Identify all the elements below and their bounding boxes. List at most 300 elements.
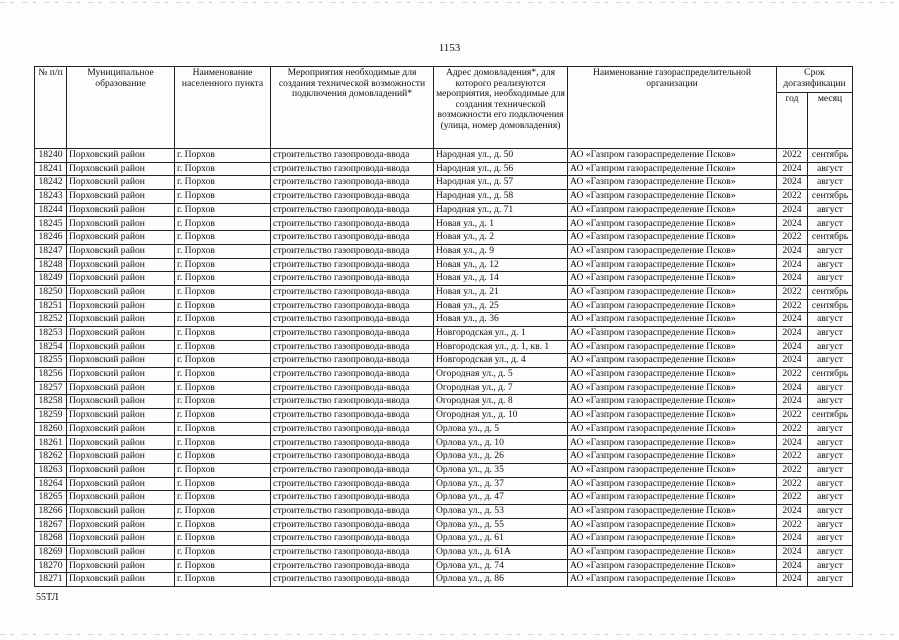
cell-measure: строительство газопровода-ввода <box>271 299 434 313</box>
cell-measure: строительство газопровода-ввода <box>271 217 434 231</box>
cell-measure: строительство газопровода-ввода <box>271 190 434 204</box>
page-number: 1153 <box>438 42 461 54</box>
table-row <box>35 368 853 382</box>
cell-organization: АО «Газпром газораспределение Псков» <box>568 545 777 559</box>
table-row <box>35 258 853 272</box>
cell-address: Новая ул., д. 21 <box>434 285 568 299</box>
cell-month: август <box>808 450 853 464</box>
cell-measure: строительство газопровода-ввода <box>271 409 434 423</box>
header-month: месяц <box>808 93 853 149</box>
cell-organization: АО «Газпром газораспределение Псков» <box>568 354 777 368</box>
cell-num: 18264 <box>35 477 67 491</box>
cell-organization: АО «Газпром газораспределение Псков» <box>568 395 777 409</box>
cell-municipality: Порховский район <box>67 340 175 354</box>
table-row <box>35 272 853 286</box>
cell-settlement: г. Порхов <box>175 217 271 231</box>
cell-settlement: г. Порхов <box>175 231 271 245</box>
cell-settlement: г. Порхов <box>175 450 271 464</box>
cell-organization: АО «Газпром газораспределение Псков» <box>568 326 777 340</box>
cell-year: 2024 <box>777 176 808 190</box>
table-row <box>35 354 853 368</box>
cell-address: Новгородская ул., д. 4 <box>434 354 568 368</box>
cell-address: Огородная ул., д. 5 <box>434 368 568 382</box>
table-row <box>35 176 853 190</box>
cell-organization: АО «Газпром газораспределение Псков» <box>568 381 777 395</box>
cell-measure: строительство газопровода-ввода <box>271 285 434 299</box>
cell-organization: АО «Газпром газораспределение Псков» <box>568 299 777 313</box>
cell-settlement: г. Порхов <box>175 381 271 395</box>
cell-municipality: Порховский район <box>67 313 175 327</box>
cell-organization: АО «Газпром газораспределение Псков» <box>568 532 777 546</box>
header-year: год <box>777 93 808 149</box>
cell-year: 2024 <box>777 504 808 518</box>
cell-year: 2024 <box>777 326 808 340</box>
table-row <box>35 436 853 450</box>
cell-num: 18271 <box>35 573 67 587</box>
table-row <box>35 313 853 327</box>
cell-month: сентябрь <box>808 368 853 382</box>
cell-measure: строительство газопровода-ввода <box>271 573 434 587</box>
cell-settlement: г. Порхов <box>175 326 271 340</box>
cell-settlement: г. Порхов <box>175 532 271 546</box>
cell-municipality: Порховский район <box>67 395 175 409</box>
cell-measure: строительство газопровода-ввода <box>271 272 434 286</box>
table-row <box>35 573 853 587</box>
cell-num: 18243 <box>35 190 67 204</box>
cell-municipality: Порховский район <box>67 217 175 231</box>
cell-month: сентябрь <box>808 149 853 163</box>
cell-month: август <box>808 491 853 505</box>
table-row <box>35 299 853 313</box>
cell-organization: АО «Газпром газораспределение Псков» <box>568 149 777 163</box>
cell-num: 18248 <box>35 258 67 272</box>
cell-address: Орлова ул., д. 74 <box>434 559 568 573</box>
cell-year: 2024 <box>777 436 808 450</box>
cell-settlement: г. Порхов <box>175 354 271 368</box>
table-row <box>35 422 853 436</box>
cell-municipality: Порховский район <box>67 518 175 532</box>
cell-organization: АО «Газпром газораспределение Псков» <box>568 368 777 382</box>
cell-municipality: Порховский район <box>67 244 175 258</box>
cell-municipality: Порховский район <box>67 545 175 559</box>
cell-year: 2022 <box>777 149 808 163</box>
cell-measure: строительство газопровода-ввода <box>271 532 434 546</box>
cell-municipality: Порховский район <box>67 162 175 176</box>
cell-organization: АО «Газпром газораспределение Псков» <box>568 231 777 245</box>
cell-month: август <box>808 176 853 190</box>
cell-num: 18242 <box>35 176 67 190</box>
cell-address: Орлова ул., д. 26 <box>434 450 568 464</box>
cell-settlement: г. Порхов <box>175 340 271 354</box>
cell-month: сентябрь <box>808 190 853 204</box>
table-row <box>35 244 853 258</box>
cell-address: Орлова ул., д. 10 <box>434 436 568 450</box>
cell-year: 2022 <box>777 422 808 436</box>
cell-year: 2022 <box>777 299 808 313</box>
cell-municipality: Порховский район <box>67 491 175 505</box>
cell-municipality: Порховский район <box>67 559 175 573</box>
cell-settlement: г. Порхов <box>175 368 271 382</box>
cell-organization: АО «Газпром газораспределение Псков» <box>568 340 777 354</box>
cell-settlement: г. Порхов <box>175 313 271 327</box>
table-row <box>35 340 853 354</box>
cell-organization: АО «Газпром газораспределение Псков» <box>568 409 777 423</box>
cell-organization: АО «Газпром газораспределение Псков» <box>568 258 777 272</box>
table-row <box>35 559 853 573</box>
cell-num: 18251 <box>35 299 67 313</box>
cell-measure: строительство газопровода-ввода <box>271 545 434 559</box>
cell-settlement: г. Порхов <box>175 285 271 299</box>
cell-organization: АО «Газпром газораспределение Псков» <box>568 272 777 286</box>
cell-municipality: Порховский район <box>67 368 175 382</box>
cell-organization: АО «Газпром газораспределение Псков» <box>568 450 777 464</box>
cell-settlement: г. Порхов <box>175 244 271 258</box>
table-row <box>35 504 853 518</box>
cell-year: 2022 <box>777 190 808 204</box>
cell-address: Народная ул., д. 57 <box>434 176 568 190</box>
cell-num: 18246 <box>35 231 67 245</box>
cell-num: 18259 <box>35 409 67 423</box>
cell-month: август <box>808 532 853 546</box>
table-row <box>35 217 853 231</box>
cell-organization: АО «Газпром газораспределение Псков» <box>568 477 777 491</box>
cell-address: Народная ул., д. 71 <box>434 203 568 217</box>
cell-settlement: г. Порхов <box>175 409 271 423</box>
cell-month: август <box>808 244 853 258</box>
cell-num: 18261 <box>35 436 67 450</box>
cell-address: Новая ул., д. 14 <box>434 272 568 286</box>
cell-year: 2022 <box>777 491 808 505</box>
cell-settlement: г. Порхов <box>175 258 271 272</box>
cell-settlement: г. Порхов <box>175 518 271 532</box>
cell-month: август <box>808 203 853 217</box>
cell-address: Новгородская ул., д. 1 <box>434 326 568 340</box>
cell-month: август <box>808 436 853 450</box>
header-address: Адрес домовладения*, для которого реализуются мероприятия, необходимые для создания технической возможности его подключения (улица, номер домовладения) <box>434 67 568 149</box>
cell-month: август <box>808 326 853 340</box>
cell-month: август <box>808 504 853 518</box>
table-row <box>35 450 853 464</box>
cell-num: 18268 <box>35 532 67 546</box>
cell-address: Народная ул., д. 56 <box>434 162 568 176</box>
cell-month: август <box>808 162 853 176</box>
table-row <box>35 491 853 505</box>
cell-organization: АО «Газпром газораспределение Псков» <box>568 190 777 204</box>
cell-organization: АО «Газпром газораспределение Псков» <box>568 504 777 518</box>
cell-year: 2024 <box>777 244 808 258</box>
cell-year: 2024 <box>777 313 808 327</box>
cell-month: август <box>808 573 853 587</box>
cell-municipality: Порховский район <box>67 504 175 518</box>
cell-year: 2022 <box>777 285 808 299</box>
cell-municipality: Порховский район <box>67 477 175 491</box>
cell-num: 18269 <box>35 545 67 559</box>
cell-measure: строительство газопровода-ввода <box>271 491 434 505</box>
cell-organization: АО «Газпром газораспределение Псков» <box>568 313 777 327</box>
cell-municipality: Порховский район <box>67 326 175 340</box>
cell-settlement: г. Порхов <box>175 477 271 491</box>
cell-settlement: г. Порхов <box>175 491 271 505</box>
cell-month: август <box>808 258 853 272</box>
cell-measure: строительство газопровода-ввода <box>271 149 434 163</box>
cell-year: 2024 <box>777 545 808 559</box>
cell-year: 2024 <box>777 217 808 231</box>
cell-year: 2024 <box>777 258 808 272</box>
cell-settlement: г. Порхов <box>175 203 271 217</box>
cell-num: 18270 <box>35 559 67 573</box>
header-num: № п/п <box>35 67 67 149</box>
cell-year: 2024 <box>777 162 808 176</box>
cell-month: август <box>808 477 853 491</box>
cell-address: Орлова ул., д. 5 <box>434 422 568 436</box>
table-row <box>35 203 853 217</box>
cell-settlement: г. Порхов <box>175 162 271 176</box>
cell-month: август <box>808 340 853 354</box>
cell-address: Огородная ул., д. 10 <box>434 409 568 423</box>
cell-measure: строительство газопровода-ввода <box>271 463 434 477</box>
cell-month: август <box>808 422 853 436</box>
header-organization: Наименование газораспределительной организации <box>568 67 777 149</box>
cell-settlement: г. Порхов <box>175 504 271 518</box>
cell-settlement: г. Порхов <box>175 463 271 477</box>
scan-artifact-bottom <box>0 634 899 635</box>
cell-municipality: Порховский район <box>67 203 175 217</box>
cell-municipality: Порховский район <box>67 573 175 587</box>
cell-address: Новая ул., д. 36 <box>434 313 568 327</box>
cell-year: 2024 <box>777 272 808 286</box>
header-row <box>35 67 853 93</box>
cell-organization: АО «Газпром газораспределение Псков» <box>568 491 777 505</box>
cell-settlement: г. Порхов <box>175 422 271 436</box>
cell-settlement: г. Порхов <box>175 559 271 573</box>
cell-num: 18249 <box>35 272 67 286</box>
cell-num: 18258 <box>35 395 67 409</box>
cell-measure: строительство газопровода-ввода <box>271 258 434 272</box>
cell-address: Орлова ул., д. 47 <box>434 491 568 505</box>
header-municipality: Муниципальное образование <box>67 67 175 149</box>
cell-organization: АО «Газпром газораспределение Псков» <box>568 559 777 573</box>
cell-address: Орлова ул., д. 35 <box>434 463 568 477</box>
cell-address: Народная ул., д. 50 <box>434 149 568 163</box>
cell-num: 18265 <box>35 491 67 505</box>
footer-code: 55ТЛ <box>36 592 59 603</box>
cell-measure: строительство газопровода-ввода <box>271 477 434 491</box>
cell-measure: строительство газопровода-ввода <box>271 395 434 409</box>
cell-year: 2022 <box>777 518 808 532</box>
table-row <box>35 285 853 299</box>
cell-month: август <box>808 395 853 409</box>
cell-measure: строительство газопровода-ввода <box>271 422 434 436</box>
table-row <box>35 545 853 559</box>
cell-address: Новая ул., д. 25 <box>434 299 568 313</box>
cell-address: Огородная ул., д. 8 <box>434 395 568 409</box>
cell-address: Народная ул., д. 58 <box>434 190 568 204</box>
cell-address: Новая ул., д. 1 <box>434 217 568 231</box>
cell-settlement: г. Порхов <box>175 299 271 313</box>
cell-municipality: Порховский район <box>67 463 175 477</box>
cell-year: 2024 <box>777 573 808 587</box>
cell-municipality: Порховский район <box>67 231 175 245</box>
cell-organization: АО «Газпром газораспределение Псков» <box>568 162 777 176</box>
cell-municipality: Порховский район <box>67 149 175 163</box>
cell-municipality: Порховский район <box>67 258 175 272</box>
cell-address: Орлова ул., д. 61А <box>434 545 568 559</box>
header-measures: Мероприятия необходимые для создания технической возможности подключения домовладений* <box>271 67 434 149</box>
cell-settlement: г. Порхов <box>175 395 271 409</box>
cell-municipality: Порховский район <box>67 354 175 368</box>
cell-year: 2022 <box>777 463 808 477</box>
cell-organization: АО «Газпром газораспределение Псков» <box>568 463 777 477</box>
cell-measure: строительство газопровода-ввода <box>271 244 434 258</box>
cell-year: 2022 <box>777 231 808 245</box>
cell-measure: строительство газопровода-ввода <box>271 436 434 450</box>
table-row <box>35 518 853 532</box>
cell-num: 18252 <box>35 313 67 327</box>
header-deadline: Срок догазификации <box>777 67 853 93</box>
cell-address: Орлова ул., д. 86 <box>434 573 568 587</box>
cell-month: сентябрь <box>808 299 853 313</box>
table-row <box>35 326 853 340</box>
table-row <box>35 231 853 245</box>
cell-measure: строительство газопровода-ввода <box>271 313 434 327</box>
cell-address: Новая ул., д. 12 <box>434 258 568 272</box>
cell-organization: АО «Газпром газораспределение Псков» <box>568 573 777 587</box>
cell-address: Орлова ул., д. 55 <box>434 518 568 532</box>
cell-num: 18254 <box>35 340 67 354</box>
cell-num: 18250 <box>35 285 67 299</box>
cell-measure: строительство газопровода-ввода <box>271 231 434 245</box>
cell-organization: АО «Газпром газораспределение Псков» <box>568 176 777 190</box>
cell-num: 18244 <box>35 203 67 217</box>
cell-month: сентябрь <box>808 285 853 299</box>
cell-address: Орлова ул., д. 53 <box>434 504 568 518</box>
scan-artifact-top <box>0 2 899 3</box>
cell-municipality: Порховский район <box>67 299 175 313</box>
cell-address: Новая ул., д. 9 <box>434 244 568 258</box>
cell-measure: строительство газопровода-ввода <box>271 559 434 573</box>
cell-organization: АО «Газпром газораспределение Псков» <box>568 285 777 299</box>
cell-num: 18245 <box>35 217 67 231</box>
cell-settlement: г. Порхов <box>175 149 271 163</box>
cell-measure: строительство газопровода-ввода <box>271 504 434 518</box>
cell-municipality: Порховский район <box>67 436 175 450</box>
cell-year: 2022 <box>777 409 808 423</box>
cell-municipality: Порховский район <box>67 409 175 423</box>
cell-municipality: Порховский район <box>67 272 175 286</box>
cell-measure: строительство газопровода-ввода <box>271 381 434 395</box>
cell-month: сентябрь <box>808 409 853 423</box>
cell-month: август <box>808 463 853 477</box>
cell-municipality: Порховский район <box>67 285 175 299</box>
table-row <box>35 477 853 491</box>
cell-municipality: Порховский район <box>67 532 175 546</box>
table-row <box>35 190 853 204</box>
cell-year: 2024 <box>777 559 808 573</box>
cell-num: 18263 <box>35 463 67 477</box>
cell-measure: строительство газопровода-ввода <box>271 518 434 532</box>
cell-num: 18241 <box>35 162 67 176</box>
cell-year: 2024 <box>777 395 808 409</box>
cell-year: 2024 <box>777 340 808 354</box>
cell-num: 18262 <box>35 450 67 464</box>
table-row <box>35 149 853 163</box>
cell-measure: строительство газопровода-ввода <box>271 354 434 368</box>
cell-address: Новая ул., д. 2 <box>434 231 568 245</box>
cell-num: 18247 <box>35 244 67 258</box>
table-row <box>35 381 853 395</box>
cell-num: 18257 <box>35 381 67 395</box>
cell-measure: строительство газопровода-ввода <box>271 368 434 382</box>
cell-address: Новгородская ул., д. 1, кв. 1 <box>434 340 568 354</box>
cell-year: 2024 <box>777 381 808 395</box>
table-row <box>35 162 853 176</box>
table-row <box>35 395 853 409</box>
table-row <box>35 409 853 423</box>
cell-address: Огородная ул., д. 7 <box>434 381 568 395</box>
cell-year: 2024 <box>777 532 808 546</box>
cell-year: 2022 <box>777 450 808 464</box>
cell-year: 2024 <box>777 203 808 217</box>
cell-month: август <box>808 559 853 573</box>
cell-month: август <box>808 381 853 395</box>
cell-year: 2024 <box>777 354 808 368</box>
cell-month: август <box>808 313 853 327</box>
cell-municipality: Порховский район <box>67 422 175 436</box>
cell-settlement: г. Порхов <box>175 272 271 286</box>
cell-measure: строительство газопровода-ввода <box>271 203 434 217</box>
cell-municipality: Порховский район <box>67 381 175 395</box>
cell-organization: АО «Газпром газораспределение Псков» <box>568 217 777 231</box>
table-row <box>35 463 853 477</box>
cell-num: 18267 <box>35 518 67 532</box>
cell-num: 18260 <box>35 422 67 436</box>
header-settlement: Наименование населенного пункта <box>175 67 271 149</box>
table-row <box>35 532 853 546</box>
cell-measure: строительство газопровода-ввода <box>271 162 434 176</box>
cell-measure: строительство газопровода-ввода <box>271 176 434 190</box>
cell-municipality: Порховский район <box>67 176 175 190</box>
cell-measure: строительство газопровода-ввода <box>271 340 434 354</box>
cell-municipality: Порховский район <box>67 450 175 464</box>
cell-settlement: г. Порхов <box>175 545 271 559</box>
cell-settlement: г. Порхов <box>175 176 271 190</box>
cell-settlement: г. Порхов <box>175 190 271 204</box>
cell-settlement: г. Порхов <box>175 573 271 587</box>
cell-measure: строительство газопровода-ввода <box>271 326 434 340</box>
cell-organization: АО «Газпром газораспределение Псков» <box>568 518 777 532</box>
cell-year: 2022 <box>777 477 808 491</box>
cell-organization: АО «Газпром газораспределение Псков» <box>568 244 777 258</box>
cell-settlement: г. Порхов <box>175 436 271 450</box>
cell-num: 18256 <box>35 368 67 382</box>
cell-municipality: Порховский район <box>67 190 175 204</box>
cell-organization: АО «Газпром газораспределение Псков» <box>568 203 777 217</box>
cell-num: 18253 <box>35 326 67 340</box>
cell-month: август <box>808 354 853 368</box>
cell-month: август <box>808 518 853 532</box>
cell-month: сентябрь <box>808 231 853 245</box>
cell-measure: строительство газопровода-ввода <box>271 450 434 464</box>
cell-month: август <box>808 272 853 286</box>
cell-address: Орлова ул., д. 61 <box>434 532 568 546</box>
cell-num: 18255 <box>35 354 67 368</box>
cell-address: Орлова ул., д. 37 <box>434 477 568 491</box>
cell-month: август <box>808 217 853 231</box>
cell-num: 18240 <box>35 149 67 163</box>
gasification-table <box>34 66 853 587</box>
cell-organization: АО «Газпром газораспределение Псков» <box>568 422 777 436</box>
cell-year: 2022 <box>777 368 808 382</box>
